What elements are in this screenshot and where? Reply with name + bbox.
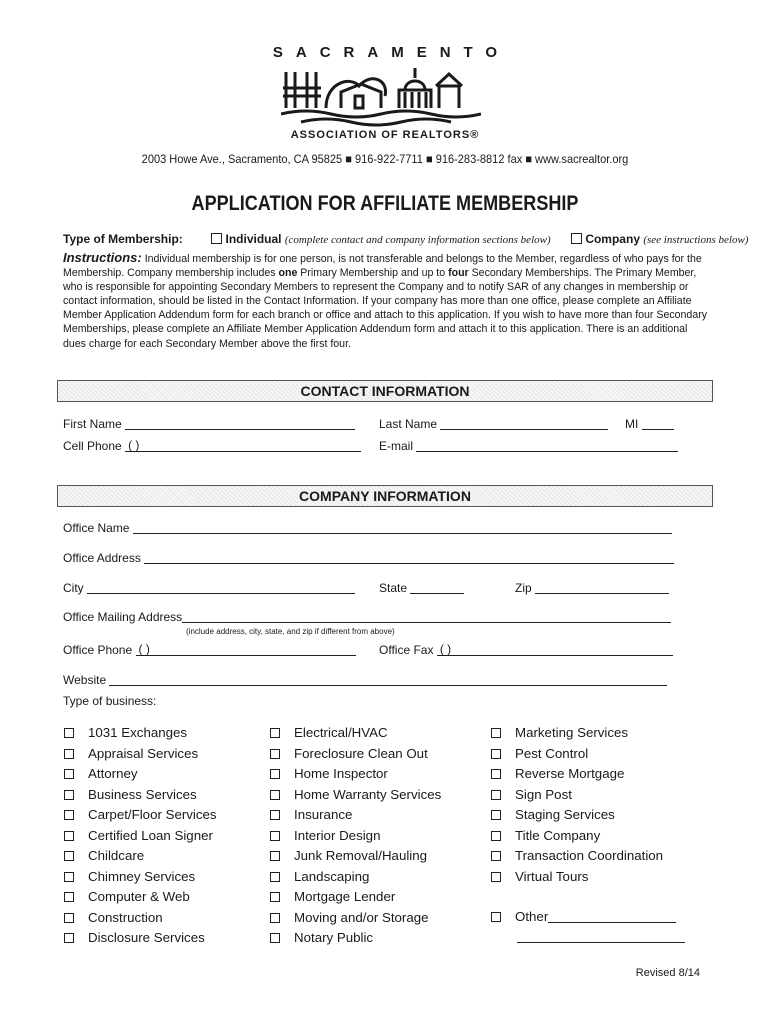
business-type-option[interactable] <box>64 766 138 781</box>
business-type-checkbox[interactable] <box>491 810 501 820</box>
business-type-checkbox[interactable] <box>64 728 74 738</box>
office-fax-label: Office Fax <box>379 643 434 657</box>
business-type-option[interactable] <box>270 746 428 761</box>
office-phone-field <box>63 643 356 657</box>
business-type-option[interactable] <box>491 828 600 843</box>
email-input[interactable] <box>416 439 678 452</box>
business-type-option[interactable] <box>64 869 195 884</box>
business-type-option[interactable] <box>270 930 373 945</box>
business-type-checkbox[interactable] <box>64 749 74 759</box>
business-type-label: Carpet/Floor Services <box>88 807 217 822</box>
website-input[interactable] <box>109 673 667 686</box>
business-type-label: Title Company <box>515 827 601 843</box>
office-fax-field <box>379 643 673 657</box>
business-type-label: Landscaping <box>294 868 370 884</box>
business-type-checkbox[interactable] <box>270 933 280 943</box>
business-type-checkbox[interactable] <box>64 790 74 800</box>
office-name-label: Office Name <box>63 521 130 535</box>
business-type-label: Virtual Tours <box>515 868 589 884</box>
individual-note: (complete contact and company information sections below) <box>284 234 551 246</box>
office-name-input[interactable] <box>133 521 672 534</box>
business-type-checkbox[interactable] <box>64 872 74 882</box>
revision-note: Revised 8/14 <box>635 967 700 979</box>
business-type-label: Type of business: <box>63 694 157 708</box>
business-type-checkbox[interactable] <box>491 790 501 800</box>
business-type-option[interactable] <box>270 869 369 884</box>
cell-phone-input[interactable] <box>125 439 361 452</box>
business-type-checkbox[interactable] <box>270 831 280 841</box>
business-type-checkbox[interactable] <box>270 790 280 800</box>
business-type-option[interactable] <box>491 848 663 863</box>
other-business-option[interactable] <box>491 909 676 924</box>
first-name-field <box>63 417 355 431</box>
instructions-four: four <box>448 267 469 280</box>
city-label: City <box>63 581 84 595</box>
office-address-input[interactable] <box>144 551 674 564</box>
state-field <box>379 581 464 595</box>
other-checkbox[interactable] <box>491 912 501 922</box>
business-type-option[interactable] <box>270 787 441 802</box>
business-type-label: Appraisal Services <box>88 745 199 761</box>
business-type-label: Notary Public <box>294 930 374 945</box>
city-field <box>63 581 355 595</box>
business-type-label: Marketing Services <box>515 725 629 740</box>
mailing-address-field <box>63 610 671 624</box>
business-type-checkbox[interactable] <box>64 933 74 943</box>
business-type-checkbox[interactable] <box>491 872 501 882</box>
business-type-checkbox[interactable] <box>270 892 280 902</box>
mailing-address-label: Office Mailing Address <box>63 610 183 624</box>
business-type-label: Foreclosure Clean Out <box>294 745 428 761</box>
first-name-label: First Name <box>63 417 122 431</box>
state-input[interactable] <box>410 581 464 594</box>
website-field <box>63 673 667 687</box>
office-name-field <box>63 521 672 535</box>
business-type-checkbox[interactable] <box>491 728 501 738</box>
website-label: Website <box>63 673 107 687</box>
business-type-option[interactable] <box>64 848 144 863</box>
other-label: Other <box>515 909 549 924</box>
logo-wordmark-bottom: ASSOCIATION OF REALTORS® <box>290 129 480 141</box>
business-type-checkbox[interactable] <box>64 892 74 902</box>
business-type-option[interactable] <box>64 828 213 843</box>
business-type-checkbox[interactable] <box>64 913 74 923</box>
business-type-checkbox[interactable] <box>64 769 74 779</box>
business-type-checkbox[interactable] <box>270 851 280 861</box>
business-type-checkbox[interactable] <box>270 810 280 820</box>
business-type-checkbox[interactable] <box>270 728 280 738</box>
business-type-label: Insurance <box>294 807 353 822</box>
business-type-option[interactable] <box>491 746 588 761</box>
business-type-label: Moving and/or Storage <box>294 909 429 925</box>
mailing-address-input[interactable] <box>182 610 671 623</box>
business-type-label: Sign Post <box>515 786 572 802</box>
business-type-option[interactable] <box>64 930 205 945</box>
business-type-option[interactable] <box>491 725 628 740</box>
business-type-option[interactable] <box>491 807 615 822</box>
company-note: (see instructions below) <box>643 234 749 246</box>
business-type-option[interactable] <box>270 766 388 781</box>
business-type-checkbox[interactable] <box>64 810 74 820</box>
business-type-label: Chimney Services <box>88 868 196 884</box>
individual-label: Individual <box>225 232 282 246</box>
other-input-line-2[interactable] <box>517 942 685 943</box>
business-type-option[interactable] <box>64 725 187 740</box>
business-type-label: Certified Loan Signer <box>88 827 213 843</box>
office-phone-paren: ( ) <box>138 642 150 656</box>
business-type-label: Construction <box>88 909 163 925</box>
state-label: State <box>379 581 408 595</box>
mi-field <box>625 417 674 431</box>
business-type-checkbox[interactable] <box>491 851 501 861</box>
contact-address-line: 2003 Howe Ave., Sacramento, CA 95825 ■ 916-922-7711 ■ 916-283-8812 fax ■ www.sacrealtor.org <box>141 152 629 166</box>
business-type-checkbox[interactable] <box>491 769 501 779</box>
zip-label: Zip <box>515 581 532 595</box>
business-type-label: Transaction Coordination <box>515 848 664 863</box>
instructions-one: one <box>278 267 298 280</box>
business-type-option[interactable] <box>270 725 388 740</box>
business-type-label: 1031 Exchanges <box>88 725 188 740</box>
business-type-checkbox[interactable] <box>491 831 501 841</box>
business-type-checkbox[interactable] <box>270 749 280 759</box>
office-address-field <box>63 551 674 565</box>
zip-input[interactable] <box>535 581 669 594</box>
city-input[interactable] <box>87 581 355 594</box>
logo-skyline-icon <box>281 62 481 128</box>
business-type-option[interactable] <box>64 787 197 802</box>
business-type-option[interactable] <box>64 910 163 925</box>
business-type-checkbox[interactable] <box>270 769 280 779</box>
zip-field <box>515 581 669 595</box>
contact-section-header: CONTACT INFORMATION <box>57 380 713 402</box>
page-title: APPLICATION FOR AFFILIATE MEMBERSHIP <box>191 192 579 215</box>
company-label: Company <box>585 232 640 246</box>
membership-type-row <box>63 232 749 246</box>
business-type-label: Reverse Mortgage <box>515 766 625 781</box>
other-input[interactable] <box>548 909 676 923</box>
logo-wordmark-top: SACRAMENTO <box>272 44 511 61</box>
business-type-option[interactable] <box>491 869 588 884</box>
business-type-label: Interior Design <box>294 827 381 843</box>
office-fax-input[interactable] <box>437 643 673 656</box>
first-name-input[interactable] <box>125 417 355 430</box>
office-fax-paren: ( ) <box>439 642 452 656</box>
email-field <box>379 439 678 453</box>
business-type-label: Home Warranty Services <box>294 786 442 802</box>
last-name-input[interactable] <box>440 417 608 430</box>
business-type-checkbox[interactable] <box>64 831 74 841</box>
cell-phone-paren: ( ) <box>128 438 140 452</box>
business-type-checkbox[interactable] <box>270 872 280 882</box>
business-type-checkbox[interactable] <box>491 749 501 759</box>
business-type-label: Junk Removal/Hauling <box>294 848 428 863</box>
mi-label: MI <box>625 417 639 431</box>
business-type-label: Electrical/HVAC <box>294 725 388 740</box>
business-type-label: Attorney <box>88 766 138 781</box>
email-label: E-mail <box>379 439 414 453</box>
instructions-text-b: Primary Membership and up to <box>297 267 449 280</box>
business-type-option[interactable] <box>270 889 395 904</box>
office-address-label: Office Address <box>63 551 141 565</box>
cell-phone-field <box>63 439 361 453</box>
company-section-header: COMPANY INFORMATION <box>57 485 713 507</box>
business-type-option[interactable] <box>491 766 624 781</box>
business-type-option[interactable] <box>270 828 380 843</box>
business-type-label: Mortgage Lender <box>294 889 396 904</box>
last-name-field <box>379 417 608 431</box>
instructions-heading: Instructions: <box>63 250 142 265</box>
office-phone-input[interactable] <box>136 643 356 656</box>
instructions-text-c: Secondary Memberships. The Primary Member, who is responsible for appointing Secondary Members to represent the Company and to notify SAR of any changes in membership or contact information, should be listed in the Contact Information. If your company has more than one office, please complete an Affiliate Member Application Addendum form for each branch or office and attach to this application. If you wish to have more than four Secondary Memberships, please complete an Affiliate Member Application Addendum form and attach it to this application. There is an additional dues charge for each Secondary Member above the first four. <box>63 267 708 350</box>
business-type-label: Disclosure Services <box>88 930 205 945</box>
business-type-label: Computer & Web <box>88 889 190 904</box>
business-type-label: Childcare <box>88 848 145 863</box>
business-type-option[interactable] <box>64 807 217 822</box>
instructions-text-a: Individual membership is for one person, is not transferable and belongs to the Member, regardless of who pays for the Membership. Company membership includes <box>63 253 702 280</box>
business-type-option[interactable] <box>64 889 190 904</box>
business-type-checkbox[interactable] <box>64 851 74 861</box>
business-type-option[interactable] <box>270 807 352 822</box>
business-type-label: Home Inspector <box>294 766 388 781</box>
business-type-option[interactable] <box>270 848 427 863</box>
business-type-label: Pest Control <box>515 745 589 761</box>
office-phone-label: Office Phone <box>63 643 133 657</box>
mi-input[interactable] <box>642 417 674 430</box>
mailing-address-note: (include address, city, state, and zip if different from above) <box>186 627 395 636</box>
business-type-checkbox[interactable] <box>270 913 280 923</box>
cell-phone-label: Cell Phone <box>63 439 122 453</box>
business-type-option[interactable] <box>64 746 198 761</box>
company-checkbox[interactable] <box>571 233 582 244</box>
business-type-label: Business Services <box>88 786 197 802</box>
business-type-option[interactable] <box>491 787 572 802</box>
membership-type-label: Type of Membership: <box>63 232 183 246</box>
instructions-paragraph <box>63 251 708 351</box>
individual-checkbox[interactable] <box>211 233 222 244</box>
business-type-option[interactable] <box>270 910 429 925</box>
business-type-label: Staging Services <box>515 807 615 822</box>
last-name-label: Last Name <box>379 417 438 431</box>
